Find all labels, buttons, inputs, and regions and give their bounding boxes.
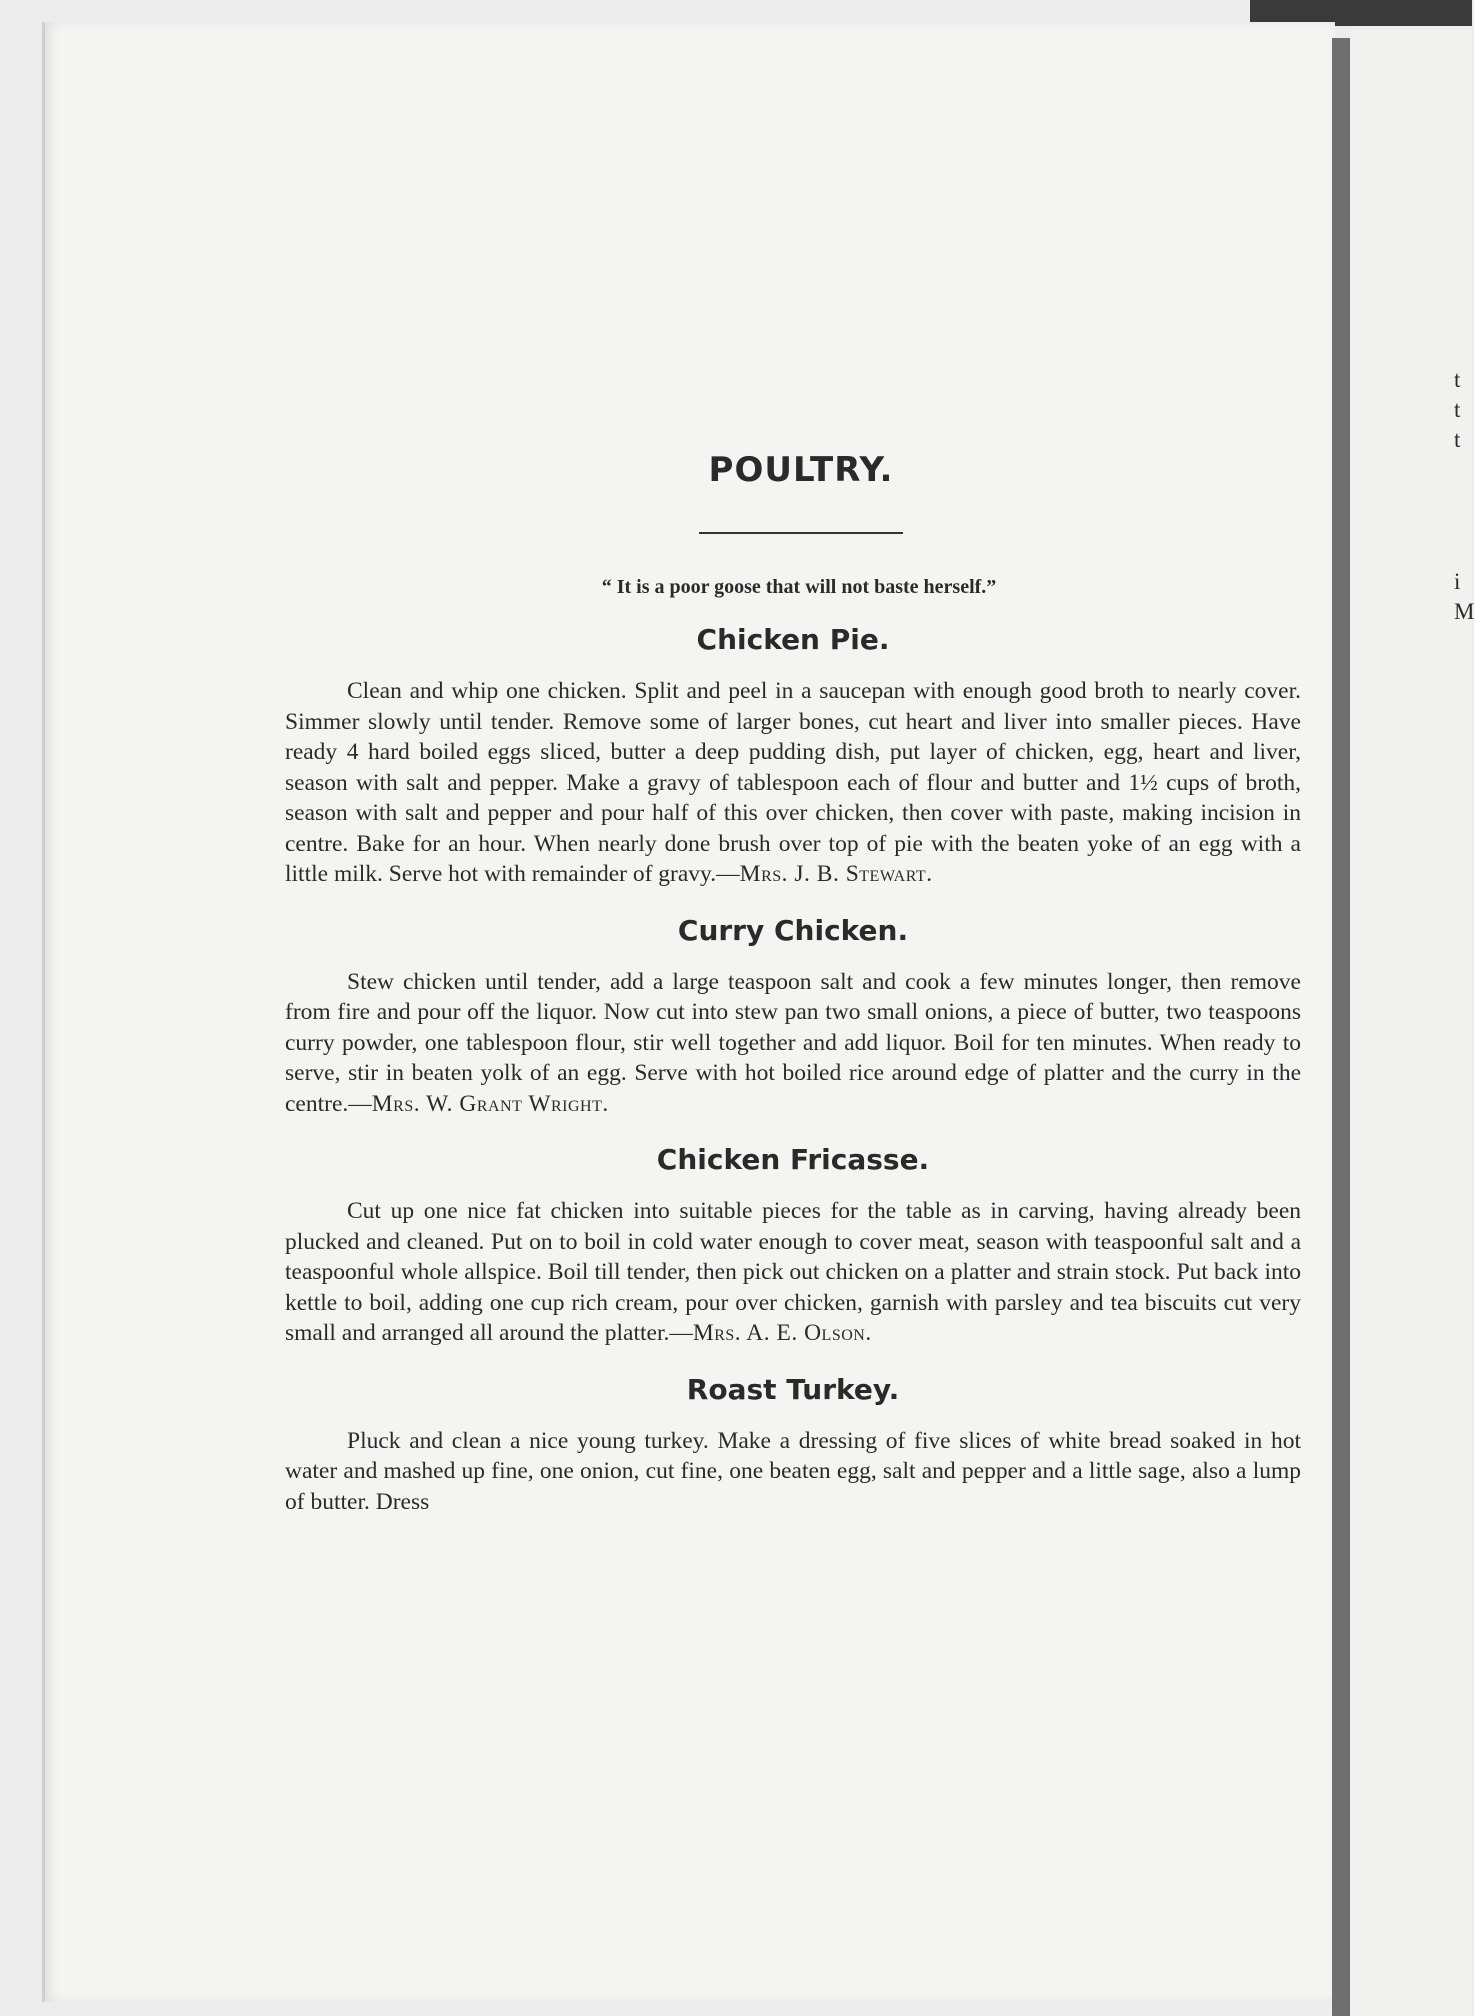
recipe-title: Chicken Pie.	[696, 623, 890, 656]
recipe-body	[285, 967, 1301, 1120]
recipe-text: Clean and whip one chicken. Split and peel in a saucepan with enough good broth to nearly cover. Simmer slowly until tender. Remove some of larger bones, cut heart and liver into smaller pieces. Have ready 4 hard boiled eggs sliced, butter a deep pudding dish, put layer of chicken, egg, heart and liver, season with salt and pepper. Make a gravy of tablespoon each of flour and butter and 1½ cups of broth, season with salt and pepper and pour half of this over chicken, then cover with paste, making incision in centre. Bake for an hour. When nearly done brush over top of pie with the beaten yoke of an egg with a little milk. Serve hot with remainder of gravy.—	[285, 678, 1301, 887]
book-page	[42, 22, 1335, 2002]
recipe-attribution: Mrs. W. Grant Wright.	[371, 1090, 609, 1117]
next-page-fragment: t	[1454, 427, 1461, 452]
recipe-text: Stew chicken until tender, add a large teaspoon salt and cook a few minutes longer, then remove from fire and pour off the liquor. Now cut into stew pan two small onions, a piece of butter, two teaspoons curry powder, one tablespoon flour, stir well together and add liquor. Boil for ten minutes. When ready to serve, stir in beaten yolk of an egg. Serve with hot boiled rice around edge of platter and the curry in the centre.—	[285, 968, 1301, 1117]
section-title: POULTRY.	[708, 450, 894, 490]
recipe-body	[285, 1426, 1301, 1518]
recipe-attribution: Mrs. A. E. Olson.	[692, 1320, 872, 1346]
next-page-fragment: t	[1454, 397, 1461, 422]
next-page-fragment: i	[1454, 569, 1461, 594]
page-content	[285, 450, 1301, 1517]
page-edge-shadow	[1332, 38, 1350, 2016]
recipe	[285, 914, 1301, 1120]
recipe-text: Cut up one nice fat chicken into suitable pieces for the table as in carving, having already been plucked and cleaned. Put on to boil in cold water enough to cover meat, season with teaspoonful salt and a teaspoonful whole allspice. Boil till tender, then pick out chicken on a platter and strain stock. Put back into kettle to boil, adding one cup rich cream, pour over chicken, garnish with parsley and tea biscuits cut very small and arranged all around the platter.—	[285, 1198, 1301, 1346]
recipe-body	[285, 676, 1301, 890]
next-page	[1350, 30, 1472, 2016]
next-page-fragment: M	[1454, 599, 1474, 624]
next-page-fragment: t	[1454, 367, 1461, 392]
title-rule	[699, 532, 903, 534]
motto: “ It is a poor goose that will not baste herself.”	[601, 576, 997, 598]
recipe	[285, 1143, 1301, 1349]
recipe	[285, 1373, 1301, 1518]
recipe-title: Roast Turkey.	[686, 1372, 900, 1406]
recipe	[285, 623, 1301, 890]
recipe-body	[285, 1196, 1301, 1349]
recipe-text: Pluck and clean a nice young turkey. Make a dressing of five slices of white bread soaked in hot water and mashed up fine, one onion, cut fine, one beaten egg, salt and pepper and a little sage, also a lump of butter. Dress	[285, 1427, 1301, 1515]
recipe-title: Chicken Fricasse.	[656, 1143, 930, 1176]
recipe-title: Curry Chicken.	[677, 913, 909, 947]
recipe-attribution: Mrs. J. B. Stewart.	[739, 861, 933, 887]
